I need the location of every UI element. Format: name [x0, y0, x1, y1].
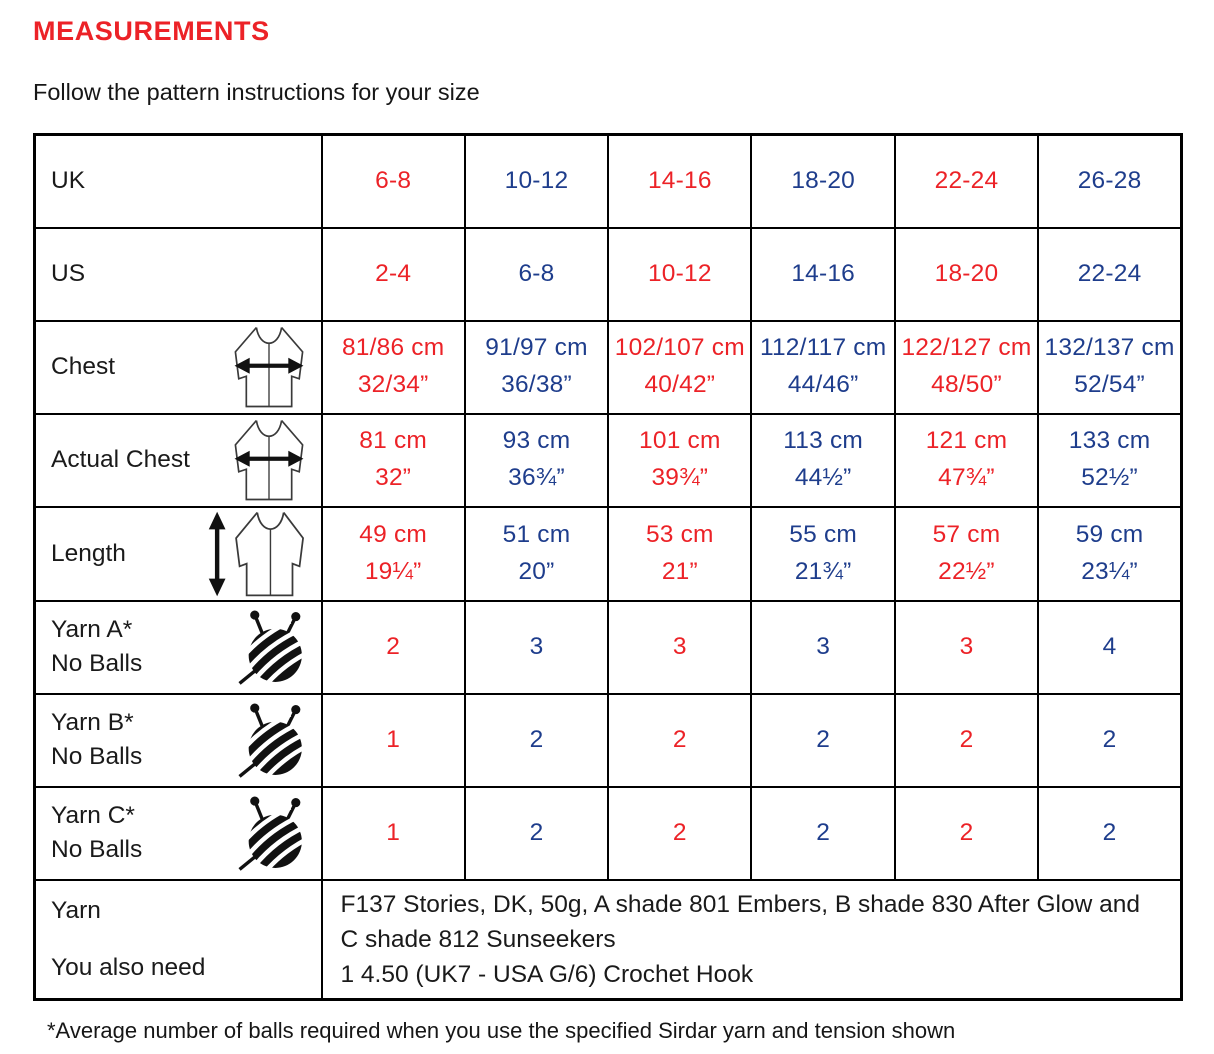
- value-cell: 132/137 cm 52/54”: [1038, 321, 1181, 414]
- row-label-cell-length: [35, 507, 322, 601]
- row-label-cell-yarn-c: [35, 787, 322, 880]
- value-cell: 6-8: [322, 135, 465, 228]
- garment-width-icon: [227, 416, 311, 504]
- yarn-ball-icon: [235, 702, 311, 778]
- value-cell: 2: [608, 694, 751, 787]
- value-cell: 102/107 cm 40/42”: [608, 321, 751, 414]
- row-label: Yarn A* No Balls: [51, 616, 143, 677]
- value-cell: 57 cm 22½”: [895, 507, 1038, 601]
- measurements-table: [33, 133, 1183, 1001]
- table-row-chest: [35, 321, 1182, 414]
- page-title: MEASUREMENTS: [33, 16, 270, 46]
- row-label: Length: [51, 539, 126, 567]
- table-row-uk: [35, 135, 1182, 228]
- table-row-yarn-b: [35, 694, 1182, 787]
- yarn-ball-icon: [235, 795, 311, 871]
- row-label-cell-yarn-b: [35, 694, 322, 787]
- row-label-cell-actual-chest: [35, 414, 322, 507]
- row-label-cell-us: [35, 228, 322, 321]
- row-label: UK: [51, 167, 86, 195]
- value-cell: 22-24: [1038, 228, 1181, 321]
- yarn-info-row: [35, 880, 1182, 1000]
- garment-width-icon: [227, 323, 311, 411]
- table-row-actual-chest: [35, 414, 1182, 507]
- value-cell: 14-16: [751, 228, 894, 321]
- size-table-body: [35, 135, 1182, 880]
- table-row-us: [35, 228, 1182, 321]
- row-label: Yarn B* No Balls: [51, 709, 143, 770]
- row-label-cell-yarn-a: [35, 601, 322, 694]
- value-cell: 18-20: [751, 135, 894, 228]
- value-cell: 2: [895, 787, 1038, 880]
- value-cell: 1: [322, 694, 465, 787]
- value-cell: 2: [895, 694, 1038, 787]
- value-cell: 49 cm 19¼”: [322, 507, 465, 601]
- value-cell: 2-4: [322, 228, 465, 321]
- value-cell: 122/127 cm 48/50”: [895, 321, 1038, 414]
- row-label: Chest: [51, 353, 116, 381]
- you-also-need-label: You also need: [51, 953, 206, 981]
- page-subtitle: Follow the pattern instructions for your size: [33, 79, 480, 105]
- table-row-length: [35, 507, 1182, 601]
- value-cell: 14-16: [608, 135, 751, 228]
- table-row-yarn-c: [35, 787, 1182, 880]
- value-cell: 81 cm 32”: [322, 414, 465, 507]
- value-cell: 3: [465, 601, 608, 694]
- value-cell: 53 cm 21”: [608, 507, 751, 601]
- value-cell: 6-8: [465, 228, 608, 321]
- value-cell: 101 cm 39¾”: [608, 414, 751, 507]
- value-cell: 121 cm 47¾”: [895, 414, 1038, 507]
- value-cell: 18-20: [895, 228, 1038, 321]
- value-cell: 3: [895, 601, 1038, 694]
- row-label: Yarn C* No Balls: [51, 802, 143, 863]
- value-cell: 2: [1038, 694, 1181, 787]
- table-row-yarn-a: [35, 601, 1182, 694]
- value-cell: 2: [751, 787, 894, 880]
- value-cell: 2: [751, 694, 894, 787]
- value-cell: 93 cm 36¾”: [465, 414, 608, 507]
- row-label-cell-uk: [35, 135, 322, 228]
- value-cell: 3: [751, 601, 894, 694]
- row-label: US: [51, 260, 86, 288]
- yarn-info-label-cell: [35, 880, 322, 1000]
- value-cell: 133 cm 52½”: [1038, 414, 1181, 507]
- value-cell: 113 cm 44½”: [751, 414, 894, 507]
- value-cell: 2: [608, 787, 751, 880]
- value-cell: 59 cm 23¼”: [1038, 507, 1181, 601]
- value-cell: 91/97 cm 36/38”: [465, 321, 608, 414]
- value-cell: 2: [465, 694, 608, 787]
- value-cell: 55 cm 21¾”: [751, 507, 894, 601]
- hook-requirement: 1 4.50 (UK7 - USA G/6) Crochet Hook: [340, 960, 754, 988]
- row-label-cell-chest: [35, 321, 322, 414]
- value-cell: 2: [465, 787, 608, 880]
- row-label: Actual Chest: [51, 446, 190, 474]
- value-cell: 2: [322, 601, 465, 694]
- value-cell: 2: [1038, 787, 1181, 880]
- value-cell: 1: [322, 787, 465, 880]
- value-cell: 10-12: [465, 135, 608, 228]
- value-cell: 81/86 cm 32/34”: [322, 321, 465, 414]
- value-cell: 4: [1038, 601, 1181, 694]
- yarn-info-cell: [322, 880, 1182, 1000]
- value-cell: 26-28: [1038, 135, 1181, 228]
- value-cell: 22-24: [895, 135, 1038, 228]
- yarn-label: Yarn: [51, 897, 101, 925]
- value-cell: 112/117 cm 44/46”: [751, 321, 894, 414]
- yarn-ball-icon: [235, 609, 311, 685]
- value-cell: 51 cm 20”: [465, 507, 608, 601]
- garment-length-icon: [207, 508, 311, 600]
- value-cell: 10-12: [608, 228, 751, 321]
- footnote: *Average number of balls required when you use the specified Sirdar yarn and tension shown: [47, 1017, 956, 1043]
- value-cell: 3: [608, 601, 751, 694]
- yarn-description: F137 Stories, DK, 50g, A shade 801 Embers, B shade 830 After Glow and C shade 812 Sunseekers: [340, 890, 1140, 953]
